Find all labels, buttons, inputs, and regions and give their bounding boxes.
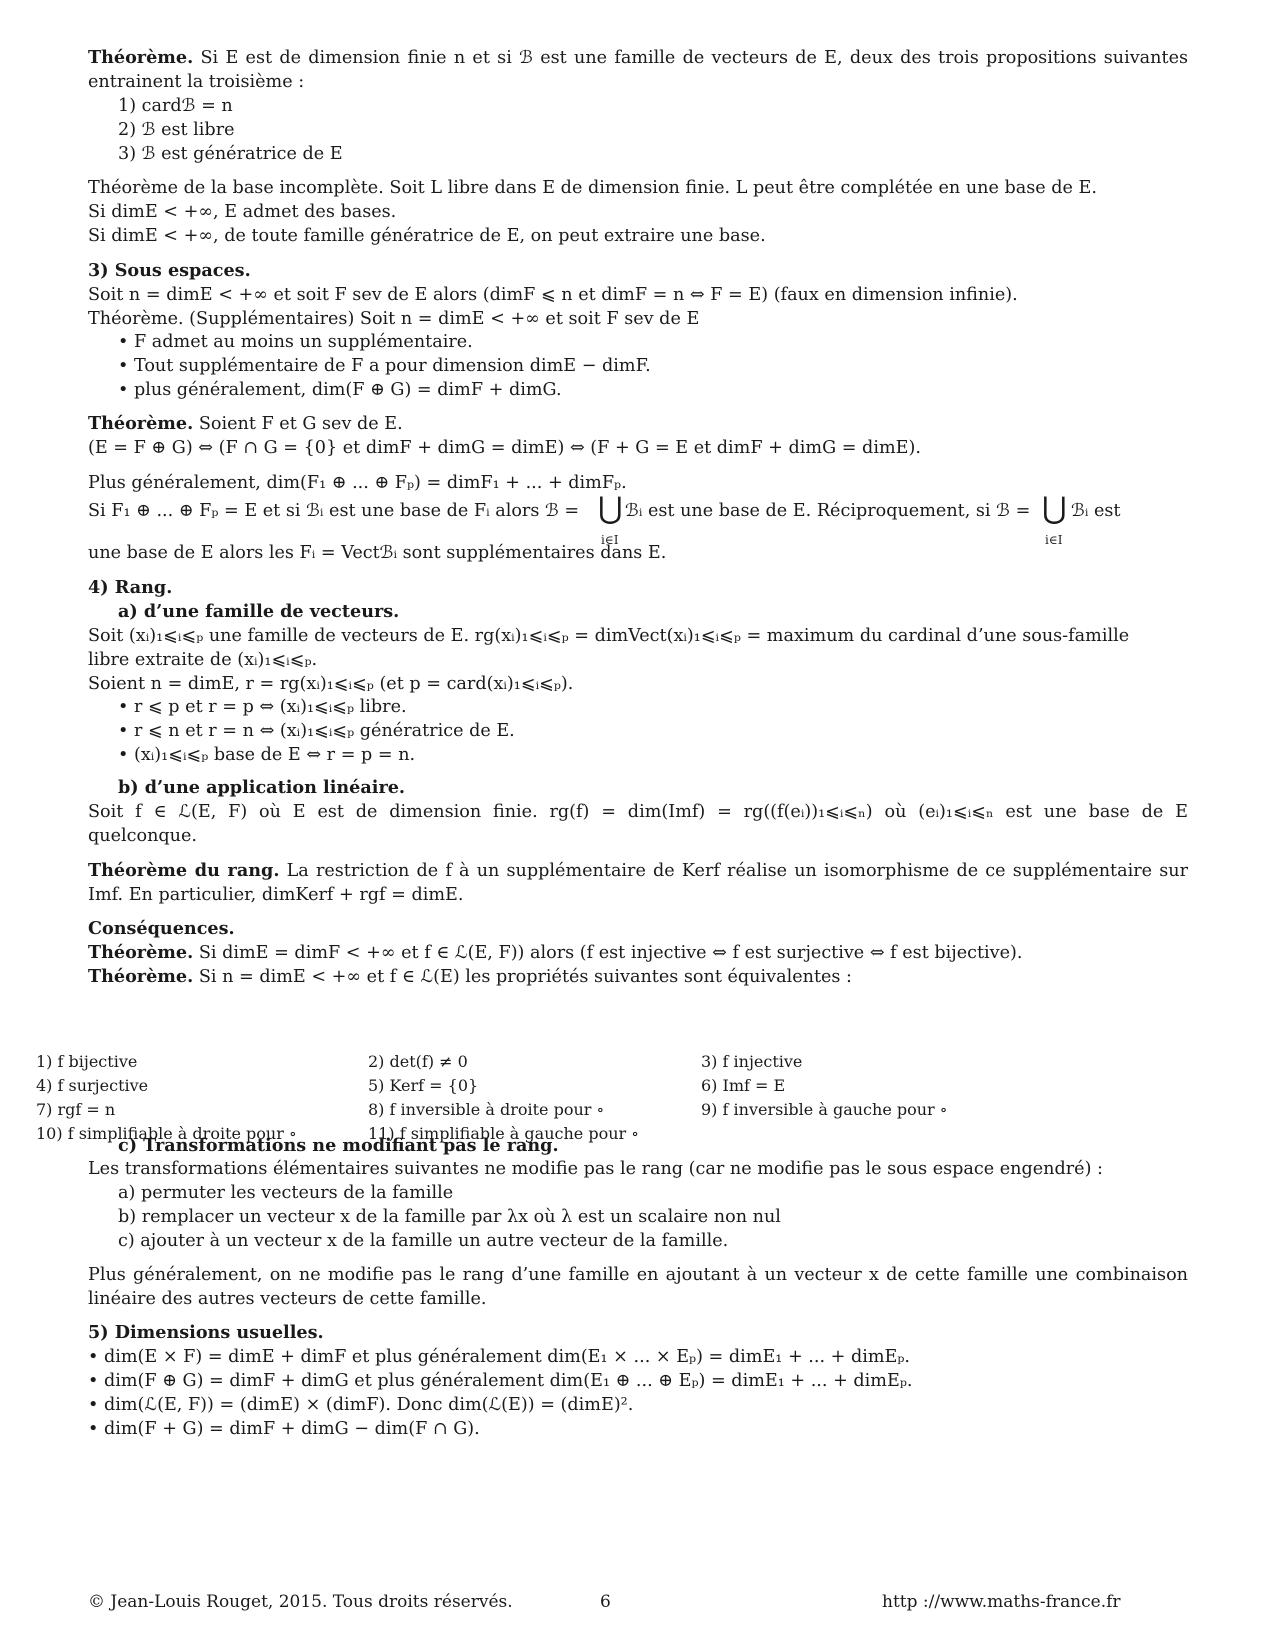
theorem-intro-line: Théorème. Si E est de dimension finie n et si ℬ est une famille de vecteurs de E, deux des trois propositions suivantes: [88, 47, 1189, 68]
text-line: Théorème de la base incomplète. Soit L libre dans E de dimension finie. L peut être complétée en une base de E.: [88, 178, 1097, 198]
equivalence-item: 8) f inversible à droite pour ∘: [368, 1100, 605, 1119]
text-line: entrainent la troisième :: [88, 72, 305, 92]
text-line: Si F₁ ⊕ ... ⊕ Fₚ = E et si ℬᵢ est une base de Fᵢ alors ℬ =: [88, 501, 580, 521]
text-line: (E = F ⊕ G) ⇔ (F ∩ G = {0} et dimF + dimG = dimE) ⇔ (F + G = E et dimF + dimG = dimE).: [88, 438, 921, 458]
theorem-line: Théorème du rang. La restriction de f à un supplémentaire de Kerf réalise un isomorphisme de ce supplémentaire sur: [88, 860, 1188, 881]
bullet-item: • dim(ℒ(E, F)) = (dimE) × (dimF). Donc dim(ℒ(E)) = (dimE)².: [88, 1395, 634, 1415]
subheading-consequences: Conséquences.: [88, 918, 235, 939]
union-index: i∈I: [601, 533, 619, 547]
subsection-heading: a) d’une famille de vecteurs.: [118, 601, 400, 622]
text-line: ℬᵢ est: [1071, 501, 1121, 521]
theorem-label: Théorème.: [88, 966, 194, 987]
bullet-item: • Tout supplémentaire de F a pour dimension dimE − dimF.: [118, 356, 651, 376]
bullet-item: • plus généralement, dim(F ⊕ G) = dimF + dimG.: [118, 380, 562, 400]
text-line: une base de E alors les Fᵢ = Vectℬᵢ sont supplémentaires dans E.: [88, 543, 667, 563]
equivalence-item: 2) det(f) ≠ 0: [368, 1052, 468, 1071]
text-line: ℬᵢ est une base de E. Réciproquement, si ℬ =: [625, 501, 1031, 521]
footer-copyright: © Jean-Louis Rouget, 2015. Tous droits réservés.: [88, 1592, 513, 1612]
text-line: Soit (xᵢ)₁⩽ᵢ⩽ₚ une famille de vecteurs de E. rg(xᵢ)₁⩽ᵢ⩽ₚ = dimVect(xᵢ)₁⩽ᵢ⩽ₚ = maximum du cardinal d’une sous-famille: [88, 626, 1130, 646]
text-line: Si dimE < +∞, de toute famille génératrice de E, on peut extraire une base.: [88, 226, 766, 246]
bullet-item: • r ⩽ n et r = n ⇔ (xᵢ)₁⩽ᵢ⩽ₚ génératrice de E.: [118, 721, 515, 741]
text-line: Plus généralement, on ne modifie pas le rang d’une famille en ajoutant à un vecteur x de cette famille une combinaison: [88, 1265, 1188, 1285]
bullet-item: • dim(F + G) = dimF + dimG − dim(F ∩ G).: [88, 1419, 480, 1439]
section-heading-rang: 4) Rang.: [88, 577, 173, 598]
bullet-item: • r ⩽ p et r = p ⇔ (xᵢ)₁⩽ᵢ⩽ₚ libre.: [118, 697, 407, 717]
text-line: Les transformations élémentaires suivantes ne modifie pas le rang (car ne modifie pas le sous espace engendré) :: [88, 1159, 1103, 1179]
text-line: Soient n = dimE, r = rg(xᵢ)₁⩽ᵢ⩽ₚ (et p = card(xᵢ)₁⩽ᵢ⩽ₚ).: [88, 674, 574, 694]
theorem-label: Théorème.: [88, 942, 194, 963]
theorem-label: Théorème.: [88, 413, 194, 434]
text-line: Théorème. (Supplémentaires) Soit n = dimE < +∞ et soit F sev de E: [88, 309, 700, 329]
union-index: i∈I: [1045, 533, 1063, 547]
equivalence-item: 4) f surjective: [36, 1076, 149, 1095]
equivalence-item: 5) Kerf = {0}: [368, 1076, 479, 1095]
theorem-label: Théorème.: [88, 47, 194, 68]
text-line: Imf. En particulier, dimKerf + rgf = dimE.: [88, 885, 464, 905]
bullet-item: • dim(F ⊕ G) = dimF + dimG et plus généralement dim(E₁ ⊕ ... ⊕ Eₚ) = dimE₁ + ... + dimEₚ.: [88, 1371, 913, 1391]
equivalence-item: 7) rgf = n: [36, 1100, 116, 1119]
subsection-heading: b) d’une application linéaire.: [118, 777, 406, 798]
list-item: 3) ℬ est génératrice de E: [118, 144, 343, 164]
list-item: c) ajouter à un vecteur x de la famille un autre vecteur de la famille.: [118, 1231, 729, 1251]
equivalence-item: 10) f simplifiable à droite pour ∘: [36, 1124, 297, 1143]
big-union-symbol: ⋃: [598, 491, 623, 526]
text-line: Soit f ∈ ℒ(E, F) où E est de dimension finie. rg(f) = dim(Imf) = rg((f(eᵢ))₁⩽ᵢ⩽ₙ) où (eᵢ)₁⩽ᵢ⩽ₙ est une base de E: [88, 802, 1188, 822]
bullet-item: • dim(E × F) = dimE + dimF et plus généralement dim(E₁ × ... × Eₚ) = dimE₁ + ... + dimEₚ.: [88, 1347, 911, 1367]
text-line: Si dimE < +∞, E admet des bases.: [88, 202, 397, 222]
text-line: Plus généralement, dim(F₁ ⊕ ... ⊕ Fₚ) = dimF₁ + ... + dimFₚ.: [88, 473, 627, 493]
text-line: Soit n = dimE < +∞ et soit F sev de E alors (dimF ⩽ n et dimF = n ⇔ F = E) (faux en dimension infinie).: [88, 285, 1018, 305]
list-item: a) permuter les vecteurs de la famille: [118, 1183, 454, 1203]
list-item: 1) cardℬ = n: [118, 96, 233, 116]
equivalence-item: 3) f injective: [701, 1052, 803, 1071]
equivalence-item: 1) f bijective: [36, 1052, 138, 1071]
footer-page-number: 6: [600, 1592, 611, 1612]
bullet-item: • F admet au moins un supplémentaire.: [118, 332, 473, 352]
list-item: 2) ℬ est libre: [118, 120, 235, 140]
theorem-label: Théorème du rang.: [88, 860, 280, 881]
list-item: b) remplacer un vecteur x de la famille par λx où λ est un scalaire non nul: [118, 1207, 781, 1227]
footer-url[interactable]: http ://www.maths-france.fr: [882, 1592, 1121, 1612]
text-line: quelconque.: [88, 826, 198, 846]
theorem-line: Théorème. Si dimE = dimF < +∞ et f ∈ ℒ(E, F)) alors (f est injective ⇔ f est surjective ⇔ f est bijective).: [88, 942, 1023, 963]
equivalence-item: 9) f inversible à gauche pour ∘: [701, 1100, 948, 1119]
text-line: linéaire des autres vecteurs de cette famille.: [88, 1289, 487, 1309]
big-union-symbol: ⋃: [1042, 491, 1067, 526]
subsection-heading: c) Transformations ne modifiant pas le rang.: [118, 1135, 559, 1156]
section-heading-sous-espaces: 3) Sous espaces.: [88, 260, 251, 281]
theorem-line: Théorème. Si n = dimE < +∞ et f ∈ ℒ(E) les propriétés suivantes sont équivalentes :: [88, 966, 852, 987]
equivalence-item: 11) f simplifiable à gauche pour ∘: [368, 1124, 640, 1143]
section-heading-dimensions: 5) Dimensions usuelles.: [88, 1322, 324, 1343]
bullet-item: • (xᵢ)₁⩽ᵢ⩽ₚ base de E ⇔ r = p = n.: [118, 745, 416, 765]
equivalence-item: 6) Imf = E: [701, 1076, 786, 1095]
text-line: libre extraite de (xᵢ)₁⩽ᵢ⩽ₚ.: [88, 650, 318, 670]
theorem-line: Théorème. Soient F et G sev de E.: [88, 413, 403, 434]
